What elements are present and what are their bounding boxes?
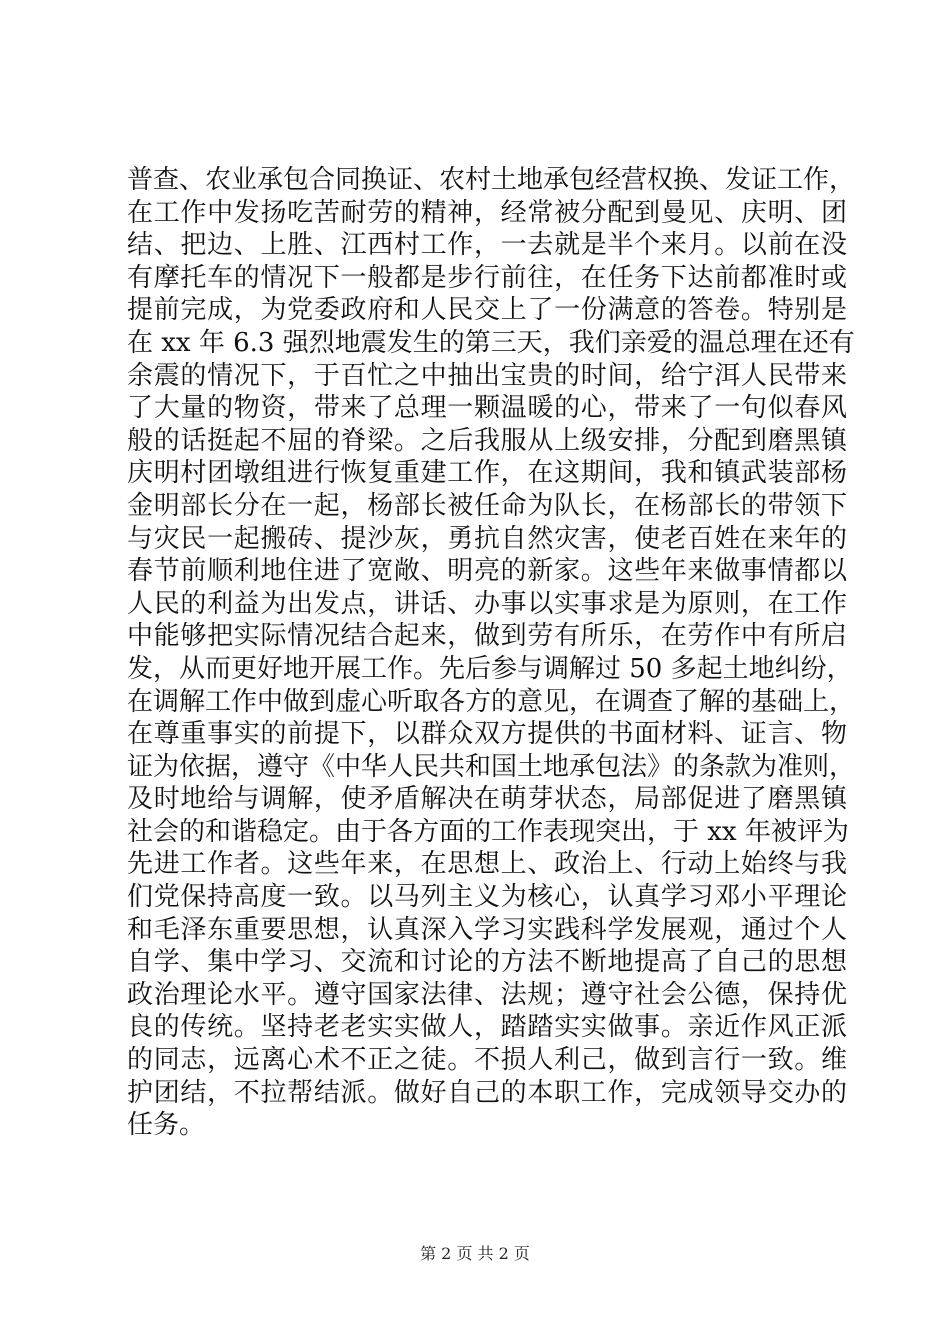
text-line: 结、把边、上胜、江西村工作，一去就是半个来月。以前在没 xyxy=(127,230,847,261)
text-line: 中能够把实际情况结合起来，做到劳有所乐，在劳作中有所启 xyxy=(127,621,847,652)
text-line: 先进工作者。这些年来，在思想上、政治上、行动上始终与我 xyxy=(127,849,847,880)
text-line: 护团结，不拉帮结派。做好自己的本职工作，完成领导交办的 xyxy=(127,1077,847,1108)
text-line: 在工作中发扬吃苦耐劳的精神，经常被分配到曼见、庆明、团 xyxy=(127,197,847,228)
text-line: 与灾民一起搬砖、提沙灰，勇抗自然灾害，使老百姓在来年的 xyxy=(127,523,847,554)
body-paragraph xyxy=(127,164,856,1142)
text-line: 春节前顺利地住进了宽敞、明亮的新家。这些年来做事情都以 xyxy=(127,556,847,587)
text-line: 的同志，远离心术不正之徒。不损人利己，做到言行一致。维 xyxy=(127,1045,847,1076)
text-line: 发，从而更好地开展工作。先后参与调解过 50 多起土地纠纷， xyxy=(127,653,853,684)
text-line: 在尊重事实的前提下，以群众双方提供的书面材料、证言、物 xyxy=(127,719,847,750)
page-footer: 第 2 页 共 2 页 xyxy=(420,1244,530,1263)
text-line: 提前完成，为党委政府和人民交上了一份满意的答卷。特别是 xyxy=(127,295,847,326)
text-line: 社会的和谐稳定。由于各方面的工作表现突出，于 xx 年被评为 xyxy=(127,816,849,847)
text-line: 在调解工作中做到虚心听取各方的意见，在调查了解的基础上， xyxy=(127,686,856,717)
text-line: 证为依据，遵守《中华人民共和国土地承包法》的条款为准则， xyxy=(127,751,856,782)
text-line: 们党保持高度一致。以马列主义为核心，认真学习邓小平理论 xyxy=(127,882,847,913)
text-line: 政治理论水平。遵守国家法律、法规；遵守社会公德，保持优 xyxy=(127,979,847,1010)
text-line: 良的传统。坚持老老实实做人，踏踏实实做事。亲近作风正派 xyxy=(127,1012,847,1043)
text-line: 般的话挺起不屈的脊梁。之后我服从上级安排，分配到磨黑镇 xyxy=(127,425,847,456)
text-line: 庆明村团墩组进行恢复重建工作，在这期间，我和镇武装部杨 xyxy=(127,458,847,489)
text-line: 任务。 xyxy=(127,1110,206,1141)
text-line: 自学、集中学习、交流和讨论的方法不断地提高了自己的思想 xyxy=(127,947,847,978)
text-line: 余震的情况下，于百忙之中抽出宝贵的时间，给宁洱人民带来 xyxy=(127,360,847,391)
text-line: 和毛泽东重要思想，认真深入学习实践科学发展观，通过个人 xyxy=(127,914,847,945)
text-line: 金明部长分在一起，杨部长被任命为队长，在杨部长的带领下 xyxy=(127,490,847,521)
text-line: 有摩托车的情况下一般都是步行前往，在任务下达前都准时或 xyxy=(127,262,847,293)
text-line: 普查、农业承包合同换证、农村土地承包经营权换、发证工作， xyxy=(127,165,856,195)
text-line: 及时地给与调解，使矛盾解决在萌芽状态，局部促进了磨黑镇 xyxy=(127,784,847,815)
text-line: 了大量的物资，带来了总理一颗温暖的心，带来了一句似春风 xyxy=(127,393,847,424)
text-line: 人民的利益为出发点，讲话、办事以实事求是为原则，在工作 xyxy=(127,588,847,619)
text-line: 在 xx 年 6.3 强烈地震发生的第三天，我们亲爱的温总理在还有 xyxy=(127,327,855,358)
